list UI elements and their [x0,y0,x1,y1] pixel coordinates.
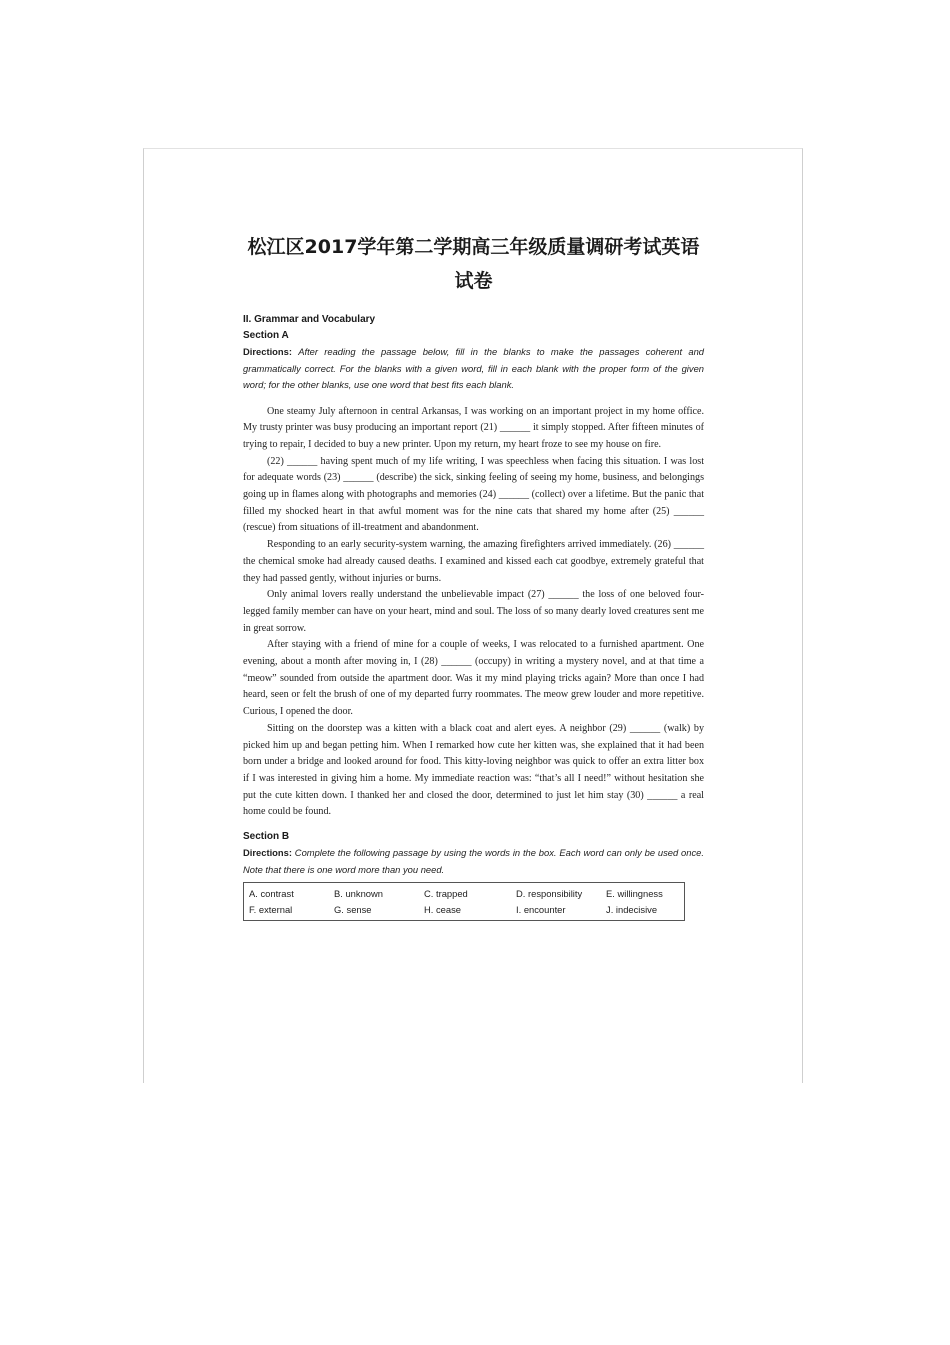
page-title: 松江区2017学年第二学期高三年级质量调研考试英语试卷 [247,236,700,292]
directions-text: After reading the passage below, fill in the blanks to make the passages coherent and grammatically correct. For the blanks with a given word, fill in each blank with the proper form of the given word; for the other blanks, use one word that best fits each blank. [243,346,704,390]
word-option: E. willingness [606,888,663,900]
section-b-heading: Section B [243,831,290,843]
directions-label: Directions: [243,847,292,859]
word-option: G. sense [334,904,372,916]
passage-paragraph: Only animal lovers really understand the unbelievable impact (27) ______ the loss of one beloved four-legged family member can have on your heart, mind and soul. The loss of so many dearly loved creatures sent me in great sorrow. [243,589,704,634]
word-option: F. external [249,904,293,916]
passage-paragraph: One steamy July afternoon in central Arkansas, I was working on an important project in my home office. My trusty printer was busy producing an important report (21) ______ it simply stopped. After fifteen minutes of trying to repair, I decided to buy a new printer. Upon my return, my heart froze to see my house on fire. [243,405,704,450]
word-box [243,882,685,921]
word-row [244,902,684,918]
passage-paragraph: (22) ______ having spent much of my life writing, I was speechless when facing this situation. I was lost for adequate words (23) ______ (describe) the sick, sinking feeling of seeing my home, business, and belongings going up in flames along with photographs and memories (24) ______ (collect) over a lifetime. But the panic that filled my shocked heart in that awful moment was for the nine cats that shared my home after (25) ______ (rescue) from situations of ill-treatment and abandonment. [243,455,704,534]
word-option: C. trapped [424,888,468,900]
section-b [243,829,715,921]
section-b-directions [243,845,715,878]
passage-paragraph: Sitting on the doorstep was a kitten with a black coat and alert eyes. A neighbor (29) ______ (walk) by picked him up and began petting him. When I remarked how cute her kitten was, she explained that it had been born under a bridge and looked around for food. This kitty-loving neighbor was quick to offer an extra litter box if I was interested in giving him a home. My immediate reaction was: “that’s all I need!” without hesitation she put the cute kitten down. I thanked her and closed the door, determined to just let him stay (30) ______ a real home could be found. [243,722,704,818]
section-a-directions [243,344,704,394]
word-option: B. unknown [334,888,383,900]
section-a-heading: Section A [243,330,289,341]
word-option: I. encounter [516,904,566,916]
word-option: D. responsibility [516,888,583,900]
word-option: A. contrast [249,888,294,900]
passage-paragraph: Responding to an early security-system warning, the amazing firefighters arrived immediately. (26) ______ the chemical smoke had already caused deaths. I examined and kissed each cat goodbye, extremely grateful that they had passed gently, without injuries or burns. [243,539,704,584]
part-heading: II. Grammar and Vocabulary [243,314,376,325]
document-content [243,230,715,921]
word-option: J. indecisive [606,904,658,916]
word-row [244,886,684,902]
directions-label: Directions: [243,346,292,357]
passage-paragraph: After staying with a friend of mine for a couple of weeks, I was relocated to a furnished apartment. One evening, about a month after moving in, I (28) ______ (occupy) in writing a mystery novel, and at that time a “meow” sounded from outside the apartment door. Was it my mind playing tricks again? More than once I had heard, seen or felt the brush of one of my departed furry roommates. The meow grew louder and more repetitive. Curious, I opened the door. [243,639,704,718]
word-option: H. cease [424,904,461,916]
passage [243,404,704,822]
directions-text: Complete the following passage by using the words in the box. Each word can only be used once. Note that there is one word more than you need. [243,847,715,875]
